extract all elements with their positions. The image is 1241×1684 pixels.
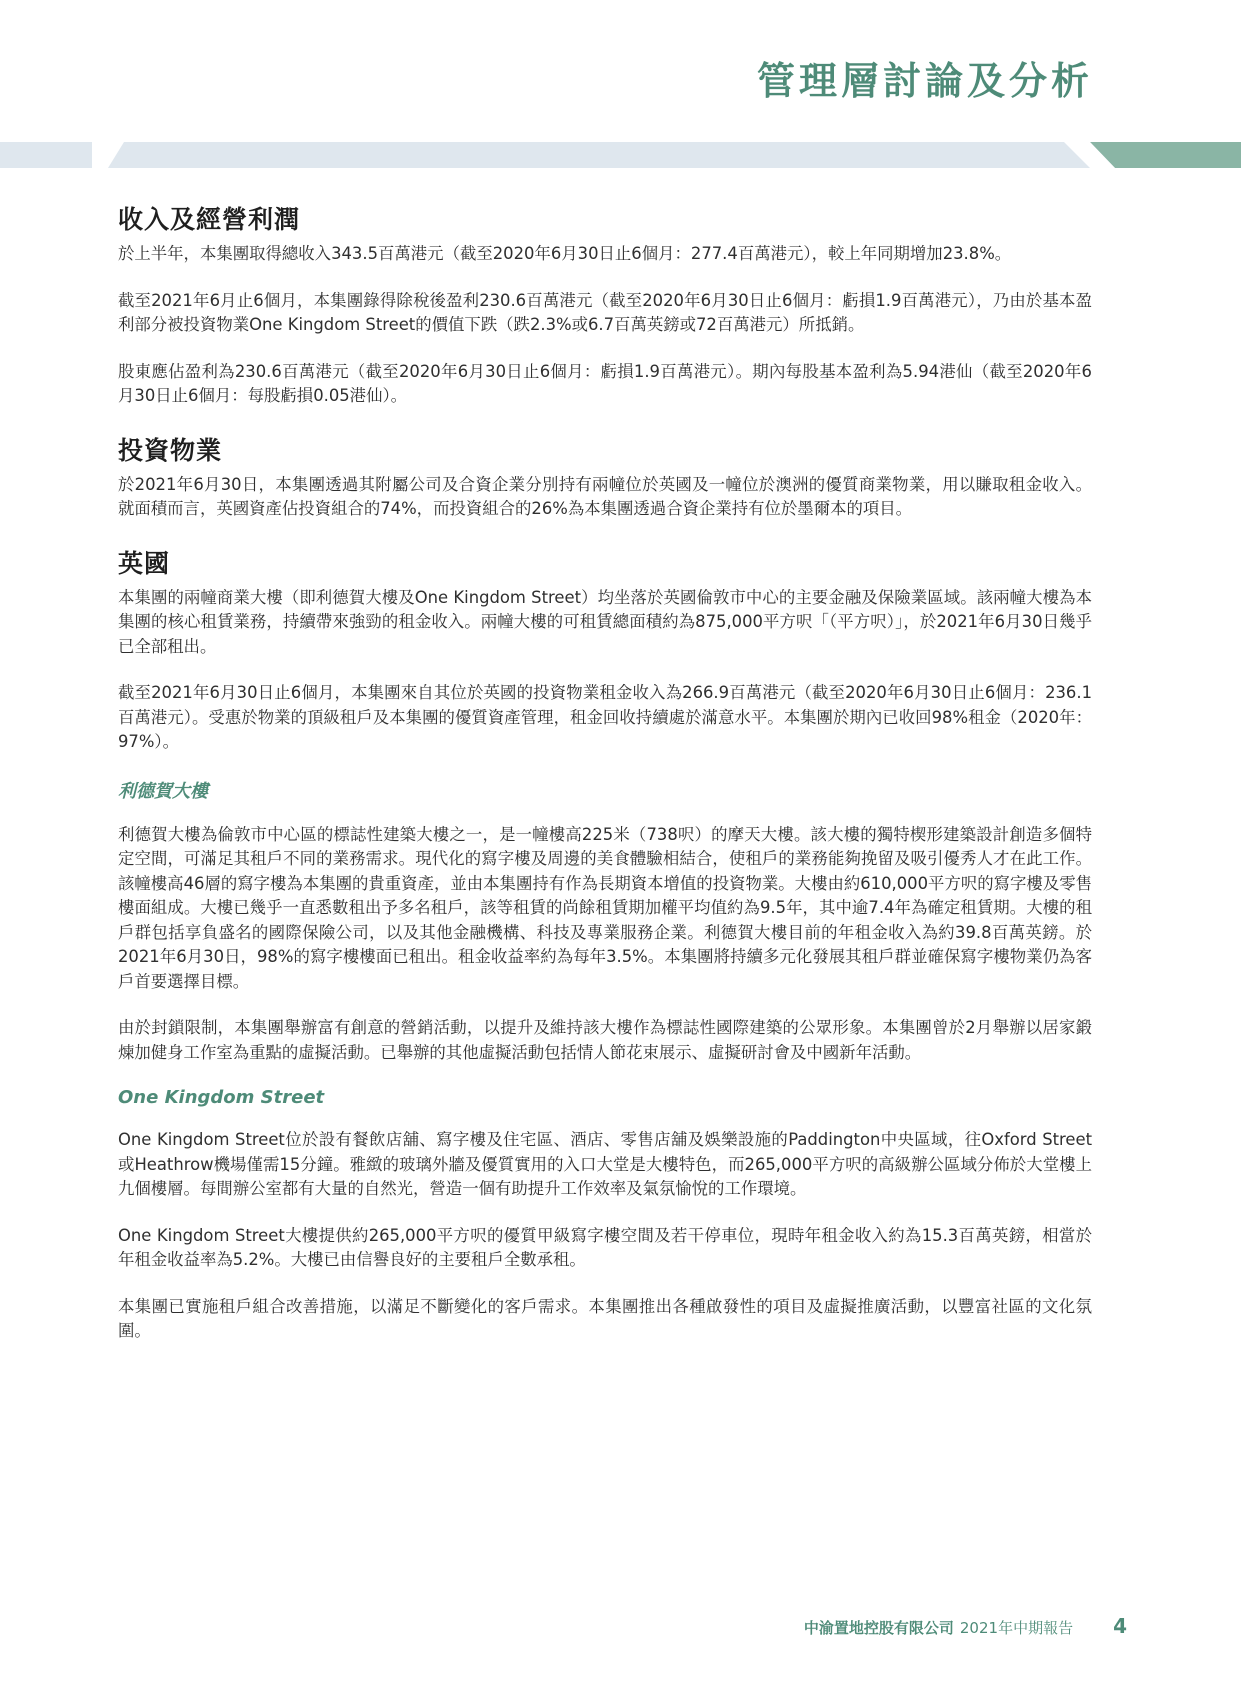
header-band (0, 142, 1241, 168)
paragraph: One Kingdom Street大樓提供約265,000平方呎的優質甲級寫字樓空間及若干停車位，現時年租金收入約為15.3百萬英鎊，相當於年租金收益率為5.2%。大樓已由信譽良好的主要租戶全數承租。 (118, 1225, 1092, 1269)
paragraph: 於2021年6月30日，本集團透過其附屬公司及合資企業分別持有兩幢位於英國及一幢位於澳洲的優質商業物業，用以賺取租金收入。就面積而言，英國資產佔投資組合的74%，而投資組合的26%為本集團透過合資企業持有位於墨爾本的項目。 (118, 474, 1092, 518)
footer-company: 中渝置地控股有限公司 (803, 1619, 954, 1637)
paragraph: One Kingdom Street位於設有餐飲店舖、寫字樓及住宅區、酒店、零售店舖及娛樂設施的Paddington中央區域，往Oxford Street或Heathrow機場僅需15分鐘。雅緻的玻璃外牆及優質實用的入口大堂是大樓特色，而265,000平方呎的高級辦公區域分佈於大堂樓上九個樓層。每間辦公室都有大量的自然光，營造一個有助提升工作效率及氣氛愉悅的工作環境。 (118, 1130, 1092, 1198)
page-title: 管理層討論及分析 (756, 59, 1093, 103)
paragraph: 利德賀大樓為倫敦市中心區的標誌性建築大樓之一，是一幢樓高225米（738呎）的摩天大樓。該大樓的獨特楔形建築設計創造多個特定空間，可滿足其租戶不同的業務需求。現代化的寫字樓及周邊的美食體驗相結合，使租戶的業務能夠挽留及吸引優秀人才在此工作。該幢樓高46層的寫字樓為本集團的貴重資產，並由本集團持有作為長期資本增值的投資物業。大樓由約610,000平方呎的寫字樓及零售樓面組成。大樓已幾乎一直悉數租出予多名租戶，該等租賃的尚餘租賃期加權平均值約為9.5年，其中逾7.4年為確定租賃期。大樓的租戶群包括享負盛名的國際保險公司，以及其他金融機構、科技及專業服務企業。利德賀大樓目前的年租金收入為約39.8百萬英鎊。於2021年6月30日，98%的寫字樓樓面已租出。租金收益率約為每年3.5%。本集團將持續多元化發展其租戶群並確保寫字樓物業仍為客戶首要選擇目標。 (118, 824, 1092, 991)
page-footer (804, 1614, 1127, 1638)
section-heading-revenue: 收入及經營利潤 (118, 205, 301, 234)
main-content (118, 200, 1092, 1366)
page-number: 4 (1113, 1614, 1127, 1638)
paragraph: 於上半年，本集團取得總收入343.5百萬港元（截至2020年6月30日止6個月：277.4百萬港元），較上年同期增加23.8%。 (118, 244, 1012, 263)
paragraph: 本集團的兩幢商業大樓（即利德賀大樓及One Kingdom Street）均坐落於英國倫敦市中心的主要金融及保險業區域。該兩幢大樓為本集團的核心租賃業務，持續帶來強勁的租金收入。兩幢大樓的可租賃總面積約為875,000平方呎「（平方呎）」，於2021年6月30日幾乎已全部租出。 (118, 587, 1092, 656)
paragraph: 由於封鎖限制，本集團舉辦富有創意的營銷活動，以提升及維持該大樓作為標誌性國際建築的公眾形象。本集團曾於2月舉辦以居家鍛煉加健身工作室為重點的虛擬活動。已舉辦的其他虛擬活動包括情人節花束展示、虛擬研討會及中國新年活動。 (118, 1018, 1092, 1062)
section-heading-investment-properties: 投資物業 (118, 435, 223, 465)
paragraph: 本集團已實施租戶組合改善措施，以滿足不斷變化的客戶需求。本集團推出各種啟發性的項目及虛擬推廣活動，以豐富社區的文化氛圍。 (118, 1296, 1092, 1340)
paragraph: 截至2021年6月止6個月，本集團錄得除稅後盈利230.6百萬港元（截至2020年6月30日止6個月：虧損1.9百萬港元），乃由於基本盈利部分被投資物業One Kingdom Street的價值下跌（跌2.3%或6.7百萬英鎊或72百萬港元）所抵銷。 (118, 290, 1092, 334)
subheading-one-kingdom-street: One Kingdom Street (118, 1087, 325, 1108)
paragraph: 截至2021年6月30日止6個月，本集團來自其位於英國的投資物業租金收入為266.9百萬港元（截至2020年6月30日止6個月：236.1百萬港元）。受惠於物業的頂級租戶及本集團的優質資產管理，租金回收持續處於滿意水平。本集團於期內已收回98%租金（2020年：97%）。 (118, 683, 1092, 751)
section-heading-uk: 英國 (118, 548, 171, 578)
paragraph: 股東應佔盈利為230.6百萬港元（截至2020年6月30日止6個月：虧損1.9百萬港元）。期內每股基本盈利為5.94港仙（截至2020年6月30日止6個月：每股虧損0.05港仙）。 (118, 361, 1092, 405)
footer-report: 2021年中期報告 (959, 1619, 1074, 1637)
subheading-leadenhall: 利德賀大樓 (118, 780, 208, 802)
